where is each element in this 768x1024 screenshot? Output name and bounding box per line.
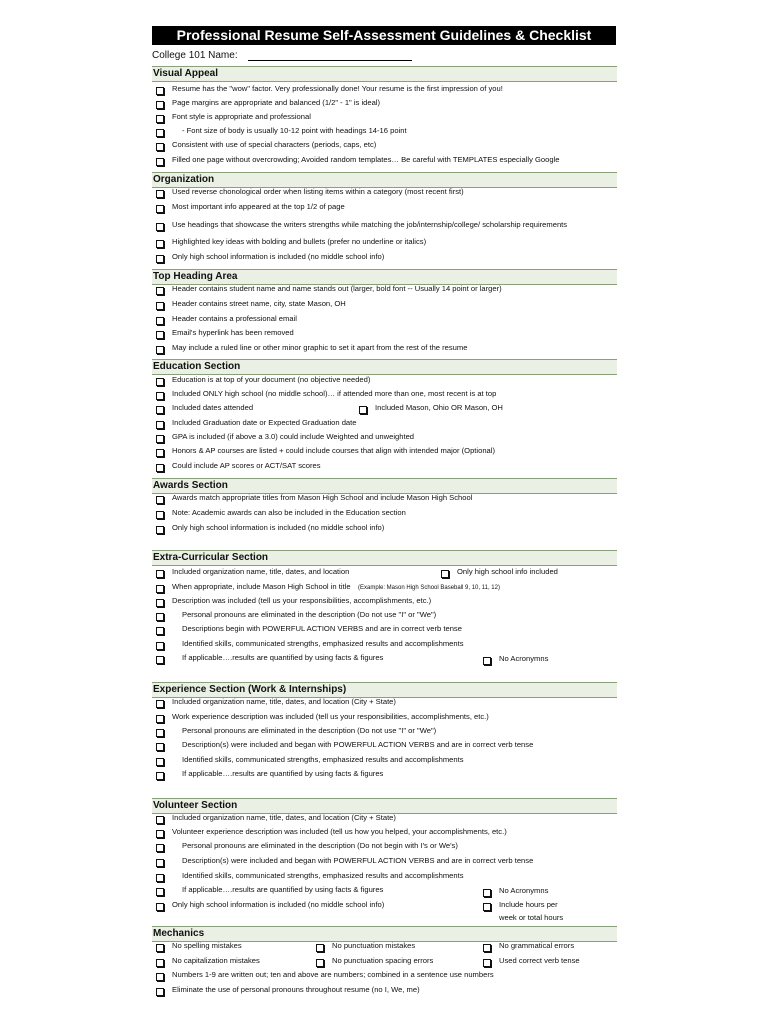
checkbox[interactable] [156,959,164,967]
checklist-item-text: Include hours per [499,900,558,909]
checkbox[interactable] [156,317,164,325]
checklist-item-text: Identified skills, communicated strengths, emphasized results and accomplishments [182,755,464,764]
checkbox[interactable] [156,570,164,578]
checkbox[interactable] [156,158,164,166]
name-row [152,50,616,64]
checklist-item-text: GPA is included (if above a 3.0) could include Weighted and unweighted [172,432,415,441]
checklist-item-text: Numbers 1-9 are written out; ten and above are numbers; combined in a sentence use numbers [172,970,494,979]
checklist-item-text: Filled one page without overcrowding; Avoided random templates… Be careful with TEMPLATES especially Google [172,155,560,164]
page-title: Professional Resume Self-Assessment Guidelines & Checklist [152,26,616,45]
section-heading-organization: Organization [152,172,617,188]
checkbox[interactable] [156,743,164,751]
checklist-item-text: Education is at top of your document (no objective needed) [172,375,371,384]
checkbox[interactable] [156,255,164,263]
name-label: College 101 Name: [152,50,238,61]
section-heading-visual: Visual Appeal [152,66,617,82]
checklist-item-text: No grammatical errors [499,941,575,950]
checkbox[interactable] [156,205,164,213]
checkbox[interactable] [156,392,164,400]
checkbox[interactable] [156,421,164,429]
checklist-item-text: When appropriate, include Mason High School in title [172,582,351,591]
checkbox[interactable] [156,511,164,519]
checklist-item-text: Included organization name, title, dates, and location (City + State) [172,697,396,706]
checkbox[interactable] [156,642,164,650]
checkbox[interactable] [156,378,164,386]
checkbox[interactable] [156,240,164,248]
checklist-item-text: Used correct verb tense [499,956,580,965]
checklist-item-text: Most important info appeared at the top 1/2 of page [172,202,345,211]
checkbox[interactable] [156,190,164,198]
checklist-item-text: May include a ruled line or other minor graphic to set it apart from the rest of the resume [172,343,468,352]
checklist-item-text: Description(s) were included and began with POWERFUL ACTION VERBS and are in correct verb tense [182,856,534,865]
checklist-item-text: Description(s) were included and began with POWERFUL ACTION VERBS and are in correct verb tense [182,740,534,749]
example-note: (Example: Mason High School Baseball 9, 10, 11, 12) [358,585,500,591]
checklist-item-text: Included ONLY high school (no middle school)… if attended more than one, most recent is at top [172,389,497,398]
checkbox[interactable] [156,758,164,766]
checkbox[interactable] [156,406,164,414]
checkbox[interactable] [156,613,164,621]
checklist-item-text: Awards match appropriate titles from Mason High School and include Mason High School [172,493,473,502]
checkbox[interactable] [156,87,164,95]
checkbox[interactable] [441,570,449,578]
checkbox[interactable] [156,101,164,109]
checkbox[interactable] [156,903,164,911]
checklist-item-text: Description was included (tell us your responsibilities, accomplishments, etc.) [172,596,432,605]
checkbox[interactable] [156,526,164,534]
checklist-item-text: Resume has the "wow" factor. Very professionally done! Your resume is the first impression of you! [172,84,503,93]
section-heading-mechanics: Mechanics [152,926,617,942]
checklist-item-text: Included Graduation date or Expected Graduation date [172,418,357,427]
checklist-item-text: Included organization name, title, dates, and location [172,567,350,576]
checklist-item-text: Personal pronouns are eliminated in the description (Do not use "I" or "We") [182,610,437,619]
checkbox[interactable] [156,115,164,123]
checklist-item-text: Consistent with use of special characters (periods, caps, etc) [172,140,377,149]
checkbox[interactable] [156,585,164,593]
section-heading-extra: Extra-Curricular Section [152,550,617,566]
checkbox[interactable] [156,346,164,354]
checkbox[interactable] [483,903,491,911]
section-heading-experience: Experience Section (Work & Internships) [152,682,617,698]
section-heading-top_heading: Top Heading Area [152,269,617,285]
checklist-item-text: No punctuation mistakes [332,941,416,950]
checkbox[interactable] [483,944,491,952]
checklist-item-text: Personal pronouns are eliminated in the description (Do not use "I" or "We") [182,726,437,735]
checklist-page [152,26,616,64]
checklist-item-text: Used reverse chonological order when listing items within a category (most recent first) [172,187,464,196]
checklist-item-text: No capitalization mistakes [172,956,260,965]
name-field[interactable] [248,60,412,61]
checklist-item-text: Use headings that showcase the writers strengths while matching the job/internship/college/ scholarship requirements [172,220,568,229]
checklist-item-text: Header contains student name and name stands out (larger, bold font -- Usually 14 point or larger) [172,284,502,293]
checkbox[interactable] [156,859,164,867]
checklist-item-text: Identified skills, communicated strengths, emphasized results and accomplishments [182,871,464,880]
checklist-item-text: Header contains street name, city, state Mason, OH [172,299,346,308]
checklist-item-text: No spelling mistakes [172,941,242,950]
checklist-item-text: Could include AP scores or ACT/SAT scores [172,461,321,470]
checklist-item-text: Work experience description was included (tell us your responsibilities, accomplishments, etc.) [172,712,489,721]
checklist-item-text: Eliminate the use of personal pronouns throughout resume (no I, We, me) [172,985,420,994]
checkbox[interactable] [156,464,164,472]
checkbox[interactable] [156,830,164,838]
checkbox[interactable] [156,874,164,882]
checkbox[interactable] [156,129,164,137]
checkbox[interactable] [156,143,164,151]
checklist-item-text: Highlighted key ideas with bolding and bullets (prefer no underline or italics) [172,237,427,246]
checkbox[interactable] [483,889,491,897]
checkbox[interactable] [316,959,324,967]
checkbox[interactable] [156,844,164,852]
checkbox[interactable] [359,406,367,414]
checklist-item-text: If applicable….results are quantified by using facts & figures [182,769,384,778]
checklist-item-text: Identified skills, communicated strengths, emphasized results and accomplishments [182,639,464,648]
checkbox[interactable] [156,988,164,996]
checklist-item-text: Included dates attended [172,403,254,412]
checkbox[interactable] [156,816,164,824]
checklist-item-text: If applicable….results are quantified by using facts & figures [182,653,384,662]
checkbox[interactable] [156,449,164,457]
checkbox[interactable] [156,973,164,981]
checkbox[interactable] [156,700,164,708]
checklist-item-text: - Font size of body is usually 10-12 point with headings 14-16 point [182,126,407,135]
checkbox[interactable] [156,656,164,664]
checklist-item-text: Font style is appropriate and professional [172,112,311,121]
checkbox[interactable] [156,627,164,635]
checkbox[interactable] [156,223,164,231]
checklist-item-text: No Acronymns [499,654,549,663]
checkbox[interactable] [156,302,164,310]
checklist-item-text-continued: week or total hours [499,913,564,922]
section-heading-volunteer: Volunteer Section [152,798,617,814]
checklist-item-text: Note: Academic awards can also be included in the Education section [172,508,406,517]
checkbox[interactable] [156,287,164,295]
checkbox[interactable] [483,959,491,967]
checklist-item-text: Only high school info included [457,567,558,576]
section-heading-education: Education Section [152,359,617,375]
checklist-item-text: Email's hyperlink has been removed [172,328,294,337]
checkbox[interactable] [156,715,164,723]
checklist-item-text: Included Mason, Ohio OR Mason, OH [375,403,503,412]
section-heading-awards: Awards Section [152,478,617,494]
checkbox[interactable] [156,435,164,443]
checkbox[interactable] [156,944,164,952]
checkbox[interactable] [316,944,324,952]
checklist-item-text: Descriptions begin with POWERFUL ACTION VERBS and are in correct verb tense [182,624,462,633]
checkbox[interactable] [156,496,164,504]
checklist-item-text: No punctuation spacing errors [332,956,434,965]
checkbox[interactable] [483,657,491,665]
checklist-item-text: Only high school information is included (no middle school info) [172,900,385,909]
checklist-item-text: Volunteer experience description was included (tell us how you helped, your accomplishments, etc.) [172,827,507,836]
checklist-item-text: Honors & AP courses are listed + could include courses that align with intended major (Optional) [172,446,495,455]
checklist-item-text: If applicable….results are quantified by using facts & figures [182,885,384,894]
checkbox[interactable] [156,888,164,896]
checklist-item-text: No Acronymns [499,886,549,895]
checklist-item-text: Page margins are appropriate and balanced (1/2" - 1" is ideal) [172,98,381,107]
checklist-item-text: Personal pronouns are eliminated in the description (Do not begin with I's or We's) [182,841,458,850]
checklist-item-text: Header contains a professional email [172,314,297,323]
checklist-item-text: Only high school information is included (no middle school info) [172,252,385,261]
checkbox[interactable] [156,772,164,780]
checkbox[interactable] [156,729,164,737]
checklist-item-text: Included organization name, title, dates, and location (City + State) [172,813,396,822]
checklist-item-text: Only high school information is included (no middle school info) [172,523,385,532]
checkbox[interactable] [156,599,164,607]
checkbox[interactable] [156,331,164,339]
